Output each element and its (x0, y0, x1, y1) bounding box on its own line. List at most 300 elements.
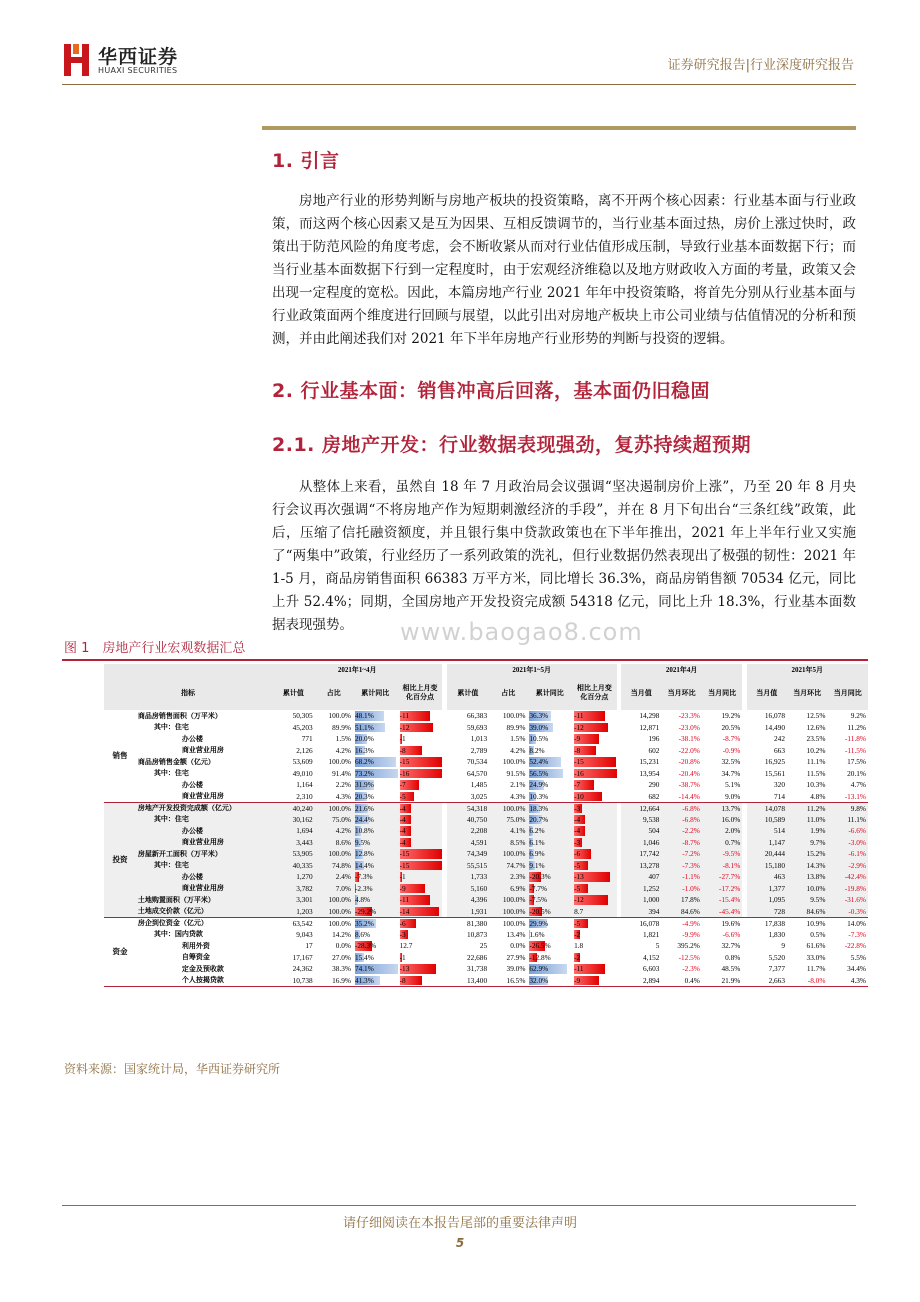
cum-value-2: 1,485 (470, 780, 488, 790)
share-1: 100.0% (328, 757, 351, 767)
cum-value-1: 50,305 (292, 711, 313, 721)
yoy-value: 35.2% (354, 918, 374, 928)
month-value-1: 9,538 (621, 814, 661, 826)
chg-cell-2 (572, 929, 617, 941)
row-label: 其中：住宅 (136, 860, 272, 872)
month-mom-2: 33.0% (806, 952, 826, 962)
cum-yoy-bar-2 (527, 779, 572, 791)
month-value-2: 2,663 (747, 975, 787, 987)
month-yoy-2: -31.6% (827, 894, 868, 906)
chg-cell-1 (398, 848, 443, 860)
section-2-title: 2. 行业基本面：销售冲高后回落，基本面仍旧稳固 (272, 380, 711, 402)
month-mom-1: 395.2% (677, 941, 700, 951)
cum-yoy-bar-1 (353, 906, 398, 918)
table-row (104, 940, 868, 952)
share-2: 13.4% (506, 929, 526, 939)
share-2: 2.1% (510, 780, 526, 790)
yoy-value: 48.1% (354, 711, 374, 721)
chg-value: -3 (574, 837, 581, 847)
chg-cell-2 (572, 814, 617, 826)
chg-cell-2 (572, 722, 617, 734)
share-2: 2.3% (489, 871, 527, 883)
month-value-1: 504 (621, 825, 661, 837)
share-1: 8.6% (315, 837, 353, 849)
month-mom-2: 11.7% (806, 964, 826, 974)
yoy-value: -20.5% (529, 906, 551, 916)
chg-value: -9 (399, 883, 406, 893)
month-value-1: 6,603 (643, 964, 660, 974)
share-1: 89.9% (332, 722, 351, 732)
cum-yoy-bar-2 (527, 825, 572, 837)
cum-yoy-bar-1 (353, 722, 398, 734)
cum-value-1: 17 (305, 941, 313, 951)
row-label: 商业营业用房 (136, 791, 272, 803)
month-value-2: 663 (774, 745, 785, 755)
month-yoy-1: 13.7% (702, 802, 742, 814)
cum-value-2: 1,931 (447, 906, 490, 918)
table-row (104, 802, 868, 814)
month-value-2: 1,147 (747, 837, 787, 849)
watermark: www.baogao8.com (400, 618, 643, 646)
yoy-value: -29.2% (354, 906, 377, 916)
chg-value: -13 (574, 872, 584, 882)
cum-yoy-bar-2 (527, 733, 572, 745)
row-label: 其中：国内贷款 (153, 930, 203, 939)
section-1-title: 1. 引言 (272, 150, 340, 172)
cum-yoy-bar-2 (527, 745, 572, 757)
chg-cell-1 (398, 733, 443, 745)
chg-value: -14 (399, 906, 410, 916)
chg-cell-2 (572, 917, 617, 929)
chg-cell-1 (398, 779, 443, 791)
yoy-value: 20.7% (529, 814, 549, 824)
share-1: 2.4% (315, 871, 353, 883)
table-row (104, 779, 868, 791)
cum-value-2: 70,534 (467, 757, 488, 767)
cum-yoy-bar-2 (527, 883, 572, 895)
col-share-2: 占比 (489, 676, 527, 710)
month-value-2: 728 (747, 906, 787, 918)
chg-cell-2 (572, 894, 617, 906)
period-header-4: 2021年5月 (747, 664, 868, 676)
chg-value: -6 (399, 918, 406, 928)
cum-yoy-bar-2 (527, 975, 572, 987)
share-1: 14.2% (332, 929, 351, 939)
yoy-value: 21.6% (354, 803, 374, 813)
chg-cell-2 (572, 963, 617, 975)
month-value-1: 17,742 (621, 848, 661, 860)
month-yoy-1: 0.7% (702, 837, 742, 849)
footer-disclaimer: 请仔细阅读在本报告尾部的重要法律声明 (342, 1216, 577, 1231)
cum-value-1: 3,782 (272, 883, 315, 895)
yoy-value: 6.1% (529, 837, 545, 847)
chg-value: -8 (399, 975, 406, 985)
chg-cell-1 (398, 871, 443, 883)
month-value-2: 1,095 (747, 894, 787, 906)
share-2: 4.2% (510, 745, 526, 755)
col-cumyoy-2: 累计同比 (527, 676, 572, 710)
row-label: 土地购置面积（万平米） (136, 894, 272, 906)
yoy-value: 8.6% (354, 929, 371, 939)
month-yoy-2: 11.1% (827, 814, 868, 826)
month-yoy-1: 20.5% (721, 722, 741, 732)
share-1: 4.2% (335, 745, 351, 755)
row-label: 商品房销售面积（万平米） (137, 711, 222, 720)
col-myoy-2: 当月同比 (827, 676, 868, 710)
month-mom-2: 61.6% (806, 941, 826, 951)
cum-yoy-bar-2 (527, 952, 572, 964)
cum-value-2: 2,789 (470, 745, 488, 755)
share-1: 38.3% (332, 964, 351, 974)
table-row (104, 860, 868, 872)
share-2: 6.9% (489, 883, 527, 895)
cum-yoy-bar-1 (353, 802, 398, 814)
cum-value-2: 25 (479, 941, 488, 951)
month-yoy-1: -8.7% (722, 734, 741, 744)
month-yoy-1: 21.9% (702, 975, 742, 987)
month-value-1: 1,000 (621, 894, 661, 906)
month-yoy-1: 19.2% (721, 711, 741, 721)
month-value-1: 4,152 (643, 952, 660, 962)
chg-cell-1 (398, 940, 443, 952)
month-mom-2: 23.5% (806, 734, 826, 744)
yoy-value: 4.8% (354, 895, 371, 905)
share-1: 16.9% (315, 975, 353, 987)
cum-value-2: 64,570 (467, 768, 488, 778)
month-mom-2: 15.2% (787, 848, 827, 860)
chg-value: -6 (574, 849, 581, 859)
period-header-3: 2021年4月 (621, 664, 742, 676)
chg-value: -15 (574, 757, 584, 767)
row-label: 办公楼 (181, 734, 203, 743)
chg-value: 1.8 (574, 941, 584, 951)
col-chg-1: 相比上月变化百分点 (398, 676, 443, 710)
cum-value-2: 1,733 (447, 871, 490, 883)
chg-cell-2 (572, 848, 617, 860)
share-1: 91.4% (332, 768, 351, 778)
footer-divider (62, 1205, 856, 1206)
col-mom-1: 当月环比 (661, 676, 701, 710)
col-cum-2: 累计值 (447, 676, 490, 710)
chg-cell-1 (398, 883, 443, 895)
month-yoy-1: -9.5% (702, 848, 742, 860)
month-value-1: 1,252 (621, 883, 661, 895)
chg-cell-2 (572, 975, 617, 987)
share-1: 4.3% (315, 791, 353, 803)
chg-cell-2 (572, 883, 617, 895)
yoy-value: 32.0% (529, 975, 549, 985)
month-mom-2: 11.2% (787, 802, 827, 814)
month-mom-1: -38.1% (678, 734, 700, 744)
chg-cell-2 (572, 837, 617, 849)
logo-chinese-name: 华西证券 (98, 46, 179, 68)
yoy-value: 52.4% (529, 757, 549, 767)
table-row (104, 906, 868, 918)
cum-value-1: 49,010 (292, 768, 313, 778)
month-value-1: 12,871 (639, 722, 660, 732)
month-value-1: 290 (648, 780, 660, 790)
cum-yoy-bar-2 (527, 756, 572, 768)
share-2: 39.0% (506, 964, 526, 974)
row-label: 其中：住宅 (153, 723, 189, 732)
yoy-value: 1.6% (529, 929, 545, 939)
cum-yoy-bar-1 (353, 894, 398, 906)
col-cum-1: 累计值 (272, 676, 315, 710)
chg-value: -9 (574, 975, 581, 985)
share-2: 100.0% (489, 848, 527, 860)
cum-yoy-bar-1 (353, 848, 398, 860)
share-1: 0.0% (335, 941, 351, 951)
table-row (104, 963, 868, 975)
share-2: 4.3% (489, 791, 527, 803)
share-1: 1.5% (335, 734, 351, 744)
cum-yoy-bar-1 (353, 768, 398, 780)
chg-cell-1 (398, 952, 443, 964)
section-2-1-paragraph: 从整体上来看，虽然自 18 年 7 月政治局会议强调“坚决遏制房价上涨”，乃至 20 年 8 月央行会议再次强调“不将房地产作为短期刺激经济的手段”，并在 8 月下旬出台“三条红线”政策，此后，压缩了信托融资额度，并且银行集中贷款政策也在下半年推出，2021 年上半年行业又实施了“两集中”政策，行业经历了一系列政策的洗礼，但行业数据仍然表现出了极强的韧性：2021 年 1-5 月，商品房销售面积 66383 万平方米，同比增长 36.3%，商品房销售额 70534 亿元，同比上升 52.4%；同期，全国房地产开发投资完成额 54318 亿元，同比上升 18.3%，行业基本面数据表现强势。 (272, 479, 856, 633)
month-mom-2: 84.6% (787, 906, 827, 918)
cum-value-1: 45,203 (292, 722, 313, 732)
cum-yoy-bar-2 (527, 894, 572, 906)
chg-value: -9 (574, 734, 581, 744)
share-2: 16.5% (489, 975, 527, 987)
month-mom-1: -1.1% (661, 871, 701, 883)
month-mom-1: -8.7% (661, 837, 701, 849)
share-2: 100.0% (489, 906, 527, 918)
cum-value-2: 66,383 (467, 711, 488, 721)
share-1: 100.0% (328, 918, 351, 928)
chg-cell-1 (398, 975, 443, 987)
row-label: 商业营业用房 (136, 837, 272, 849)
row-label: 其中：住宅 (153, 769, 189, 778)
period-header-1: 2021年1~4月 (272, 664, 442, 676)
cum-yoy-bar-1 (353, 883, 398, 895)
cum-value-1: 63,542 (292, 918, 313, 928)
month-mom-1: -7.2% (661, 848, 701, 860)
yoy-value: 20.0% (354, 734, 374, 744)
chg-value: -11 (399, 711, 410, 721)
chg-value: -4 (399, 837, 406, 847)
share-2: 100.0% (502, 711, 526, 721)
table-row (104, 733, 868, 745)
chg-cell-2 (572, 745, 617, 757)
cum-value-2: 1,013 (470, 734, 488, 744)
month-yoy-1: -17.2% (702, 883, 742, 895)
month-mom-2: 9.7% (787, 837, 827, 849)
month-mom-1: -4.9% (682, 918, 700, 928)
table-row (104, 848, 868, 860)
cum-value-1: 10,738 (272, 975, 315, 987)
yoy-value: -26.5% (529, 941, 551, 951)
col-mval-1: 当月值 (621, 676, 661, 710)
month-yoy-2: -0.3% (827, 906, 868, 918)
month-mom-2: 4.8% (787, 791, 827, 803)
row-label: 自筹资金 (181, 953, 210, 962)
share-2: 100.0% (489, 802, 527, 814)
cum-yoy-bar-1 (353, 952, 398, 964)
month-mom-1: -6.8% (661, 802, 701, 814)
yoy-value: -28.3% (354, 941, 377, 951)
month-yoy-2: -2.9% (827, 860, 868, 872)
share-2: 0.0% (510, 941, 526, 951)
chg-value: -4 (399, 814, 406, 824)
chg-cell-2 (572, 779, 617, 791)
month-yoy-1: -6.6% (722, 929, 741, 939)
month-yoy-1: 34.7% (721, 768, 741, 778)
table-row (104, 710, 868, 722)
yoy-value: 14.4% (354, 860, 374, 870)
row-label: 商业营业用房 (136, 883, 272, 895)
table-row (104, 871, 868, 883)
group-label-sales: 销售 (104, 710, 136, 802)
row-label: 办公楼 (181, 780, 203, 789)
table-row (104, 814, 868, 826)
cum-value-2: 4,396 (447, 894, 490, 906)
cum-yoy-bar-2 (527, 871, 572, 883)
yoy-value: 62.9% (529, 964, 549, 974)
month-mom-1: -23.0% (678, 722, 700, 732)
cum-value-2: 3,025 (447, 791, 490, 803)
month-mom-1: -6.8% (661, 814, 701, 826)
cum-yoy-bar-2 (527, 848, 572, 860)
chg-cell-1 (398, 929, 443, 941)
cum-yoy-bar-1 (353, 791, 398, 803)
period-header-2: 2021年1~5月 (447, 664, 617, 676)
month-mom-1: 84.6% (661, 906, 701, 918)
cum-value-1: 9,043 (296, 929, 313, 939)
chg-value: -13 (399, 964, 410, 974)
chg-cell-1 (398, 837, 443, 849)
section-1-paragraph: 房地产行业的形势判断与房地产板块的投资策略，离不开两个核心因素：行业基本面与行业政策，而这两个核心因素又是互为因果、互相反馈调节的，当行业基本面过热，房价上涨过快时，政策出于防范风险的角度考虑，会不断收紧从而对行业估值形成压制，导致行业基本面数据下行；而当行业基本面数据下行到一定程度时，由于宏观经济维稳以及地方财政收入方面的考量，政策又会出现一定程度的宽松。因此，本篇房地产行业 2021 年年中投资策略，将首先分别从行业基本面与行业政策面两个维度进行回顾与展望，以此引出对房地产板块上市公司业绩与估值情况的分析和预测，并由此阐述我们对 2021 年下半年房地产行业形势的判断与投资的逻辑。 (272, 193, 856, 347)
yoy-value: 9.5% (354, 837, 371, 847)
month-yoy-2: -11.5% (844, 745, 866, 755)
figure-source: 资料来源：国家统计局，华西证券研究所 (64, 1062, 281, 1076)
chg-value: -8 (399, 745, 406, 755)
share-2: 8.5% (489, 837, 527, 849)
cum-yoy-bar-2 (527, 802, 572, 814)
chg-cell-2 (572, 906, 617, 918)
chg-cell-2 (572, 756, 617, 768)
cum-yoy-bar-1 (353, 779, 398, 791)
month-value-1: 13,278 (621, 860, 661, 872)
row-label: 个人按揭贷款 (136, 975, 272, 987)
month-value-2: 9 (781, 941, 785, 951)
row-label: 商品房销售金额（亿元） (137, 757, 215, 766)
chg-cell-2 (572, 733, 617, 745)
month-mom-1: -14.4% (661, 791, 701, 803)
month-value-1: 1,821 (643, 929, 660, 939)
month-value-2: 7,377 (768, 964, 785, 974)
month-value-1: 12,664 (621, 802, 661, 814)
share-2: 89.9% (506, 722, 526, 732)
chg-value: -15 (399, 757, 410, 767)
yoy-value: 73.2% (354, 768, 374, 778)
cum-yoy-bar-1 (353, 733, 398, 745)
cum-value-1: 53,609 (292, 757, 313, 767)
share-1: 2.2% (335, 780, 351, 790)
month-value-2: 463 (747, 871, 787, 883)
table-row (104, 837, 868, 849)
month-yoy-2: 4.7% (850, 780, 866, 790)
chg-cell-2 (572, 791, 617, 803)
month-yoy-2: 14.0% (847, 918, 866, 928)
table-row (104, 975, 868, 987)
month-yoy-2: -42.4% (827, 871, 868, 883)
cum-yoy-bar-1 (353, 745, 398, 757)
cum-value-2: 22,686 (467, 952, 488, 962)
chg-value: -4 (574, 826, 581, 836)
month-value-2: 15,180 (747, 860, 787, 872)
cum-yoy-bar-1 (353, 814, 398, 826)
cum-value-1: 1,203 (272, 906, 315, 918)
share-1: 7.0% (315, 883, 353, 895)
share-2: 1.5% (510, 734, 526, 744)
month-value-2: 15,561 (764, 768, 785, 778)
col-mval-2: 当月值 (747, 676, 787, 710)
chg-cell-1 (398, 791, 443, 803)
month-yoy-2: 34.4% (847, 964, 866, 974)
chg-value: -4 (399, 826, 406, 836)
month-mom-1: -7.3% (661, 860, 701, 872)
month-mom-2: 1.9% (787, 825, 827, 837)
table-row (104, 917, 868, 929)
share-2: 100.0% (489, 894, 527, 906)
share-1: 100.0% (315, 894, 353, 906)
share-1: 74.8% (315, 860, 353, 872)
yoy-value: 12.8% (354, 849, 374, 859)
yoy-value: 16.3% (354, 745, 374, 755)
chg-value: 12.7 (399, 941, 413, 951)
share-2: 27.9% (506, 952, 526, 962)
month-value-1: 2,894 (621, 975, 661, 987)
cum-value-2: 74,349 (447, 848, 490, 860)
header-divider (62, 84, 856, 85)
chg-value: -16 (399, 768, 410, 778)
month-value-2: 16,078 (764, 711, 785, 721)
month-yoy-1: 19.6% (721, 918, 741, 928)
yoy-value: 68.2% (354, 757, 374, 767)
month-yoy-1: -27.7% (702, 871, 742, 883)
cum-value-1: 3,301 (272, 894, 315, 906)
month-value-1: 16,078 (639, 918, 660, 928)
chg-cell-1 (398, 745, 443, 757)
cum-value-1: 40,240 (272, 802, 315, 814)
month-yoy-1: 2.0% (702, 825, 742, 837)
month-yoy-2: -6.1% (827, 848, 868, 860)
month-value-1: 682 (621, 791, 661, 803)
indicator-header: 指标 (104, 676, 272, 710)
chg-value: -3 (574, 803, 581, 813)
chg-value: -12 (399, 722, 410, 732)
table-row (104, 952, 868, 964)
month-yoy-2: 9.8% (827, 802, 868, 814)
col-chg-2: 相比上月变化百分点 (572, 676, 617, 710)
month-mom-2: 10.2% (806, 745, 826, 755)
month-mom-2: 9.5% (787, 894, 827, 906)
month-mom-2: 0.5% (810, 929, 826, 939)
share-1: 75.0% (315, 814, 353, 826)
month-mom-2: 14.3% (787, 860, 827, 872)
month-value-2: 17,838 (764, 918, 785, 928)
month-value-1: 14,298 (639, 711, 660, 721)
month-value-2: 20,444 (747, 848, 787, 860)
page-number: 5 (455, 1236, 465, 1250)
chg-cell-2 (572, 860, 617, 872)
month-value-2: 1,377 (747, 883, 787, 895)
row-label: 办公楼 (136, 871, 272, 883)
chg-cell-1 (398, 906, 443, 918)
table-row (104, 791, 868, 803)
cum-yoy-bar-2 (527, 860, 572, 872)
